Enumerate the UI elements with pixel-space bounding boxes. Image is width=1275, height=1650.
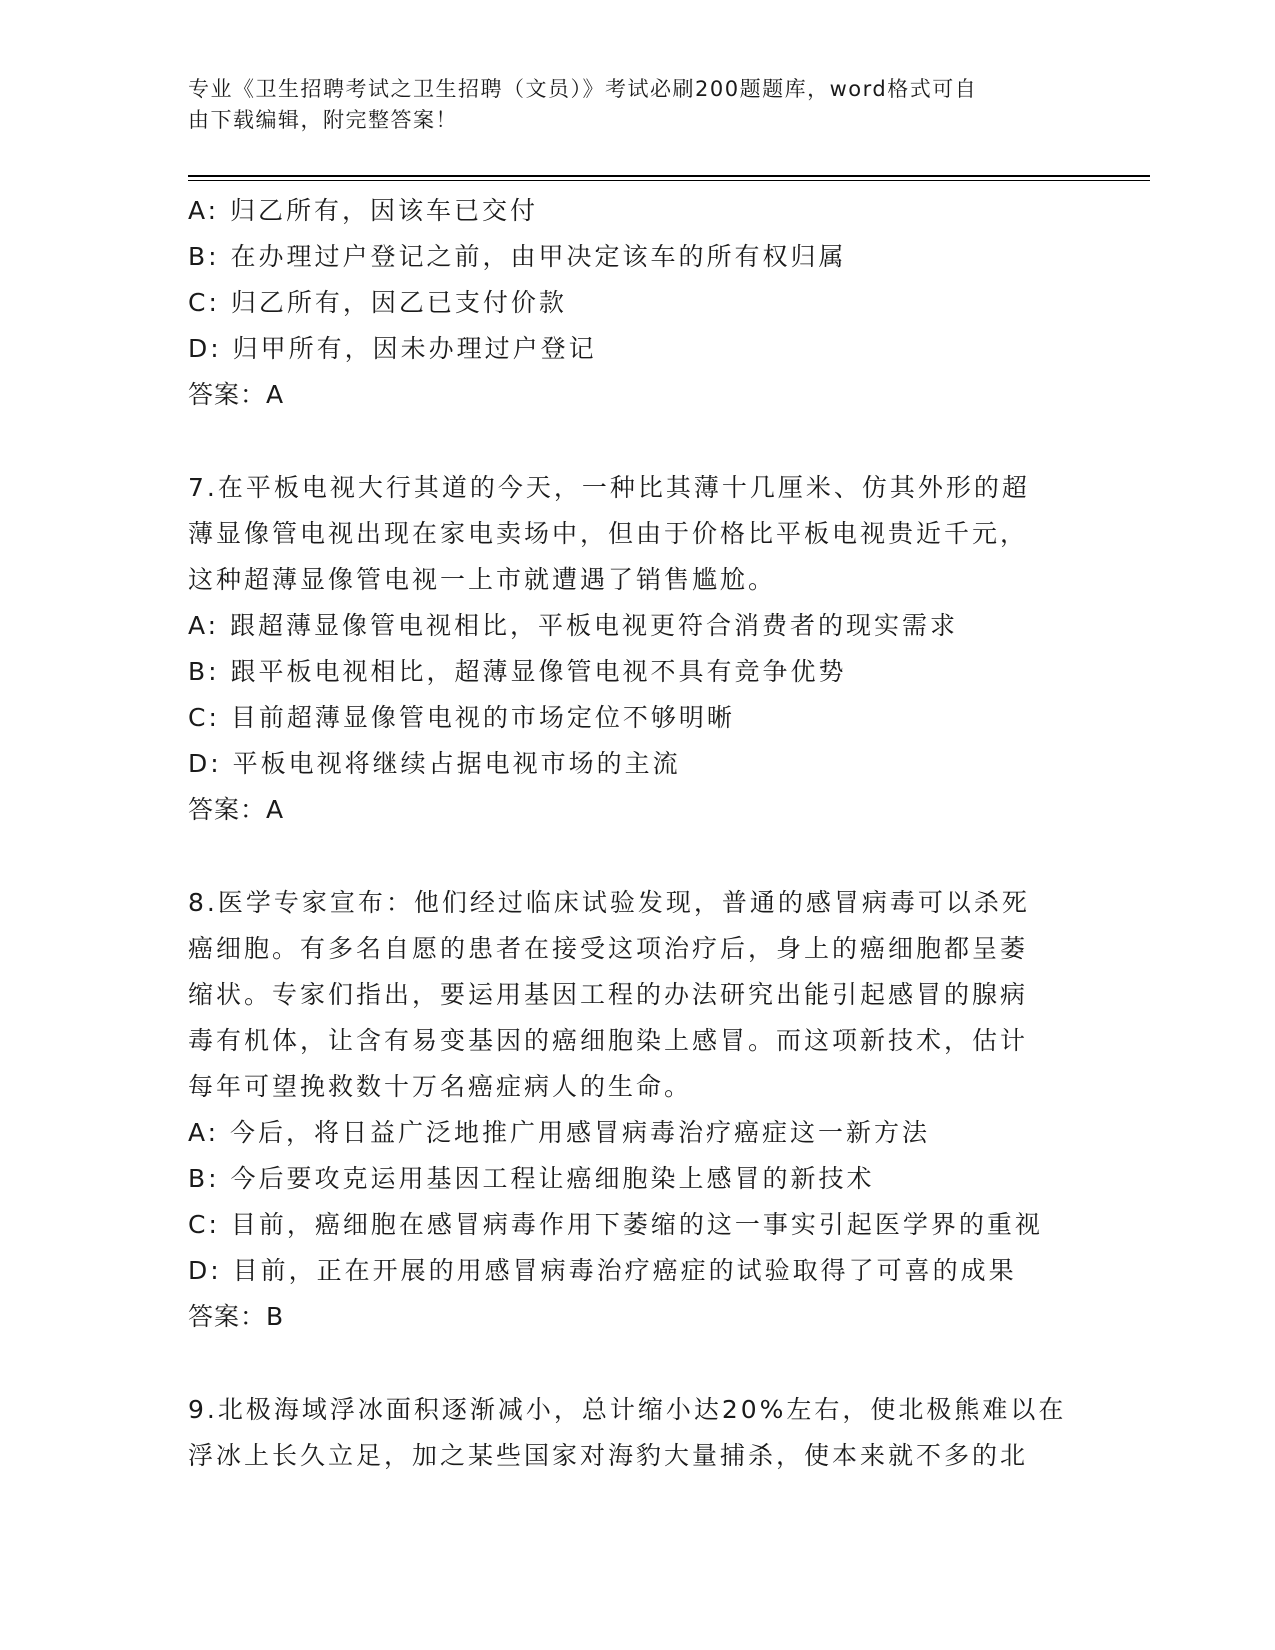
question-stem-line: 8.医学专家宣布：他们经过临床试验发现，普通的感冒病毒可以杀死 (188, 888, 1030, 917)
option-c: C: 归乙所有，因乙已支付价款 (188, 288, 567, 317)
question-stem-line: 薄显像管电视出现在家电卖场中，但由于价格比平板电视贵近千元， (188, 519, 1029, 548)
option-d: D: 归甲所有，因未办理过户登记 (188, 334, 597, 363)
header-divider-thick (188, 175, 1150, 177)
question-stem-line: 毒有机体，让含有易变基因的癌细胞染上感冒。而这项新技术，估计 (188, 1026, 1029, 1055)
question-stem-line: 缩状。专家们指出，要运用基因工程的办法研究出能引起感冒的腺病 (188, 980, 1029, 1009)
option-c: C: 目前，癌细胞在感冒病毒作用下萎缩的这一事实引起医学界的重视 (188, 1210, 1043, 1239)
question-stem-line: 癌细胞。有多名自愿的患者在接受这项治疗后，身上的癌细胞都呈萎 (188, 934, 1029, 963)
answer-line: 答案：A (188, 380, 285, 409)
option-a: A: 跟超薄显像管电视相比，平板电视更符合消费者的现实需求 (188, 611, 959, 640)
option-a: A: 今后，将日益广泛地推广用感冒病毒治疗癌症这一新方法 (188, 1118, 931, 1147)
question-stem-line: 这种超薄显像管电视一上市就遭遇了销售尴尬。 (188, 565, 777, 594)
document-header (188, 74, 1068, 136)
option-b: B: 在办理过户登记之前，由甲决定该车的所有权归属 (188, 242, 847, 271)
header-divider-thin (188, 180, 1150, 181)
document-body (188, 188, 1088, 1479)
option-c: C: 目前超薄显像管电视的市场定位不够明晰 (188, 703, 735, 732)
option-a: A: 归乙所有，因该车已交付 (188, 196, 539, 225)
option-d: D: 平板电视将继续占据电视市场的主流 (188, 749, 681, 778)
question-9-block (188, 1387, 1088, 1479)
question-stem-line: 9.北极海域浮冰面积逐渐减小，总计缩小达20%左右，使北极熊难以在 (188, 1395, 1067, 1424)
answer-line: 答案：A (188, 795, 285, 824)
header-line-2: 由下载编辑，附完整答案！ (188, 108, 458, 132)
question-8-block (188, 880, 1088, 1340)
question-stem-line: 7.在平板电视大行其道的今天，一种比其薄十几厘米、仿其外形的超 (188, 473, 1030, 502)
header-line-1: 专业《卫生招聘考试之卫生招聘（文员）》考试必刷200题题库，word格式可自 (188, 77, 978, 101)
question-stem-line: 浮冰上长久立足，加之某些国家对海豹大量捕杀，使本来就不多的北 (188, 1441, 1029, 1470)
spacer (188, 418, 1088, 465)
option-b: B: 跟平板电视相比，超薄显像管电视不具有竞争优势 (188, 657, 847, 686)
spacer (188, 833, 1088, 880)
question-7-block (188, 465, 1088, 833)
option-d: D: 目前，正在开展的用感冒病毒治疗癌症的试验取得了可喜的成果 (188, 1256, 1017, 1285)
spacer (188, 1340, 1088, 1387)
question-6-block (188, 188, 1088, 418)
question-stem-line: 每年可望挽救数十万名癌症病人的生命。 (188, 1072, 693, 1101)
answer-line: 答案：B (188, 1302, 285, 1331)
option-b: B: 今后要攻克运用基因工程让癌细胞染上感冒的新技术 (188, 1164, 875, 1193)
